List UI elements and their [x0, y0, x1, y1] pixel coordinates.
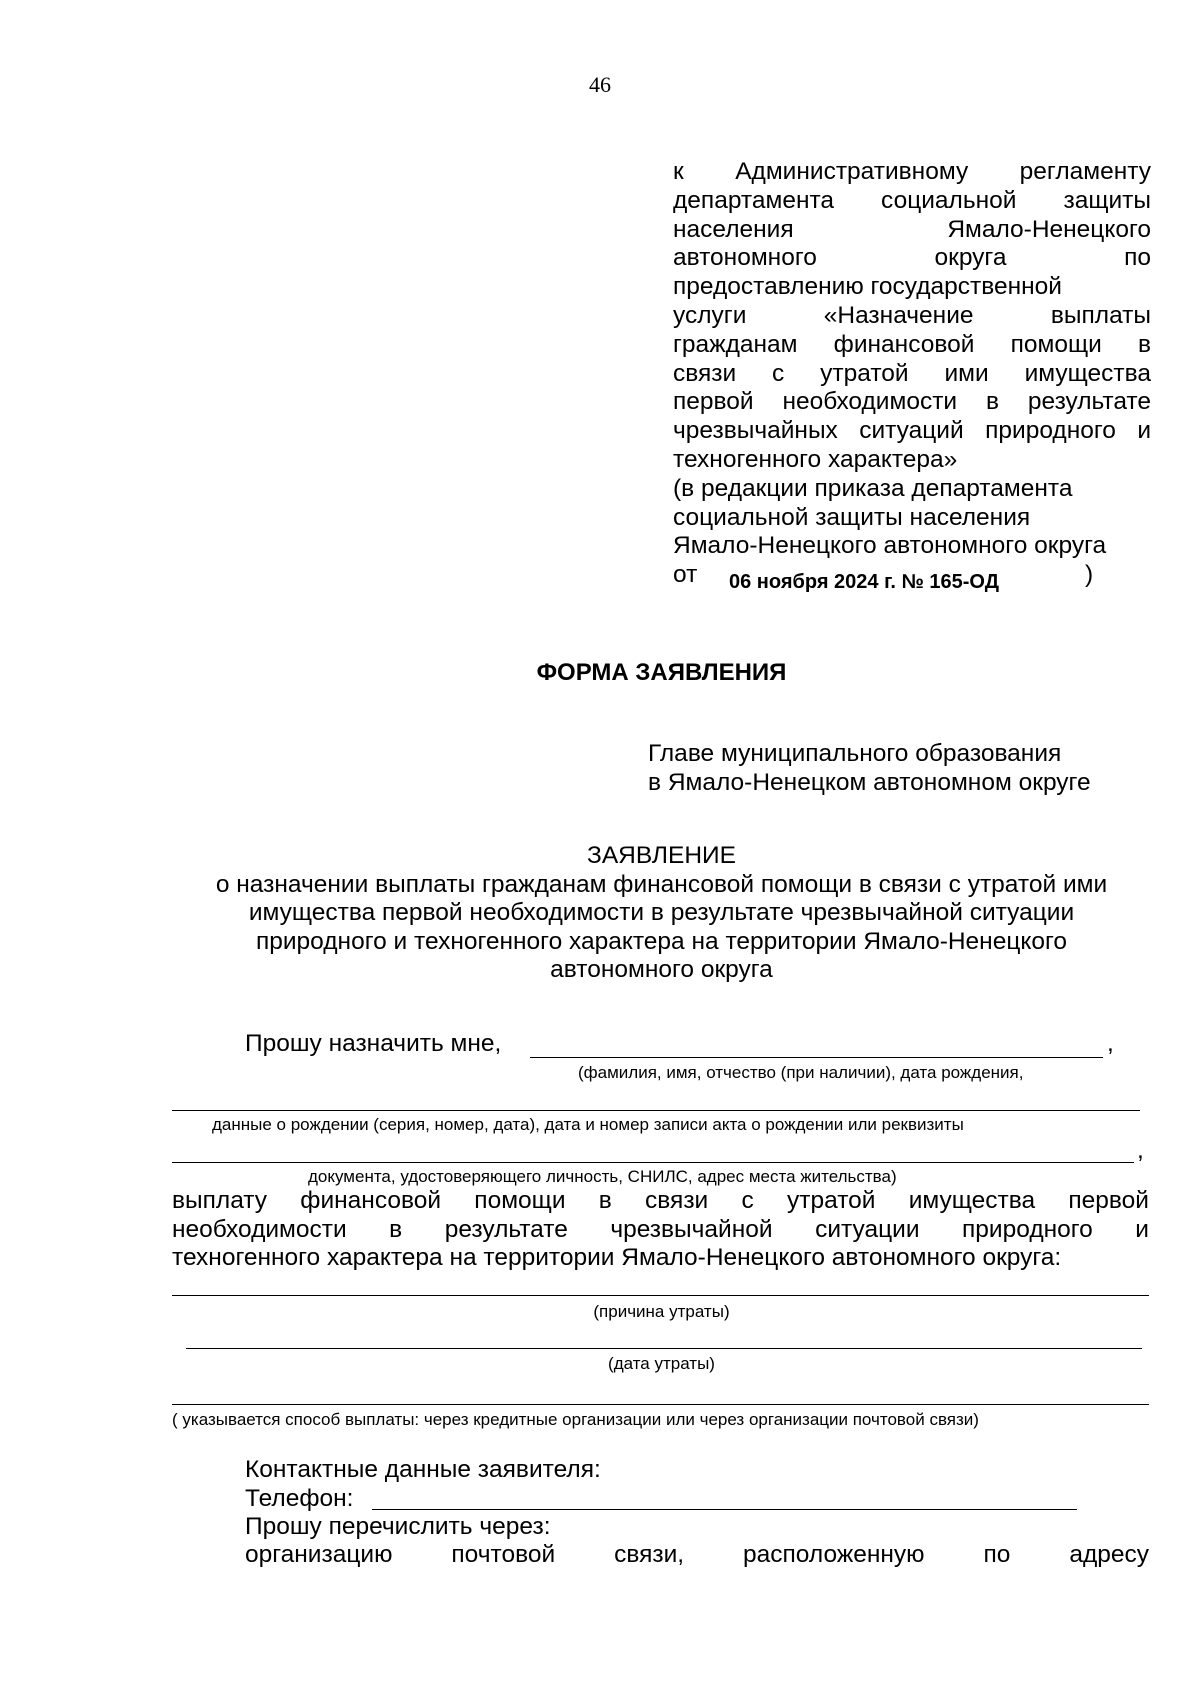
- loss-reason-field-line[interactable]: [172, 1295, 1149, 1296]
- addressee-line: Главе муниципального образования: [648, 740, 1062, 767]
- request-comma-2: ,: [1137, 1137, 1144, 1164]
- payment-text-line: необходимости в результате чрезвычайной ситуации природного и: [172, 1215, 1149, 1243]
- document-field-line[interactable]: [172, 1162, 1134, 1163]
- application-subtitle-line: о назначении выплаты гражданам финансовой помощи в связи с утратой ими: [215, 870, 1108, 898]
- annex-block: [673, 158, 1151, 595]
- application-title: ЗАЯВЛЕНИЕ: [587, 842, 736, 869]
- annex-line: гражданам финансовой помощи в: [673, 330, 1151, 358]
- phone-label: Телефон:: [245, 1484, 354, 1512]
- annex-line: департамента социальной защиты: [673, 186, 1151, 214]
- edition-line: социальной защиты населения: [673, 503, 1031, 531]
- edition-from-value: 06 ноября 2024 г. № 165-ОД: [729, 571, 999, 594]
- annex-line: техногенного характера»: [673, 445, 958, 473]
- loss-date-hint: (дата утраты): [608, 1354, 715, 1373]
- payment-method-hint: ( указывается способ выплаты: через кредитные организации или через организации почтовой связи): [172, 1410, 979, 1429]
- loss-reason-hint: (причина утраты): [593, 1302, 730, 1321]
- edition-from-prefix: от: [673, 561, 698, 589]
- payment-text: [172, 1187, 1149, 1273]
- birth-data-field-line[interactable]: [172, 1110, 1140, 1111]
- contacts-block: [245, 1456, 601, 1542]
- payment-text-line: выплату финансовой помощи в связи с утратой имущества первой: [172, 1187, 1149, 1214]
- edition-line: (в редакции приказа департамента: [673, 474, 1073, 502]
- payment-text-line: техногенного характера на территории Ямало-Ненецкого автономного округа:: [172, 1244, 1062, 1271]
- edition-from-suffix: ): [1085, 561, 1094, 589]
- request-comma: ,: [1107, 1030, 1114, 1057]
- phone-field-line[interactable]: [372, 1509, 1077, 1510]
- addressee-block: [648, 739, 1091, 797]
- payment-method-field-line[interactable]: [172, 1404, 1149, 1405]
- application-subtitle-line: автономного округа: [550, 956, 773, 983]
- birth-data-hint: данные о рождении (серия, номер, дата), дата и номер записи акта о рождении или реквизиты: [212, 1115, 964, 1134]
- form-title: ФОРМА ЗАЯВЛЕНИЯ: [536, 659, 787, 686]
- edition-from-row: [673, 561, 1151, 595]
- annex-line: автономного округа по: [673, 244, 1151, 272]
- addressee-line: в Ямало-Ненецком автономном округе: [648, 769, 1091, 796]
- annex-line: к Административному регламенту: [673, 158, 1151, 185]
- edition-line: Ямало-Ненецкого автономного округа: [673, 532, 1107, 560]
- application-subtitle-line: природного и техногенного характера на территории Ямало-Ненецкого: [255, 927, 1068, 955]
- page-number: 46: [589, 72, 611, 97]
- annex-line: предоставлению государственной: [673, 273, 1062, 301]
- annex-line: населения Ямало-Ненецкого: [673, 215, 1151, 243]
- document-hint: документа, удостоверяющего личность, СНИЛС, адрес места жительства): [308, 1167, 897, 1186]
- loss-date-field-line[interactable]: [186, 1348, 1142, 1349]
- request-lead: Прошу назначить мне,: [245, 1030, 502, 1057]
- contacts-heading: Контактные данные заявителя:: [245, 1456, 601, 1483]
- annex-line: чрезвычайных ситуаций природного и: [673, 417, 1151, 445]
- application-title-block: [0, 842, 1200, 985]
- annex-line: первой необходимости в результате: [673, 388, 1151, 416]
- postal-organization-line: организацию почтовой связи, расположенную по адресу: [245, 1541, 1149, 1568]
- annex-line: услуги «Назначение выплаты: [673, 301, 1151, 329]
- fullname-hint: (фамилия, имя, отчество (при наличии), дата рождения,: [578, 1063, 1024, 1082]
- fullname-field-line[interactable]: [530, 1057, 1103, 1058]
- annex-line: связи с утратой ими имущества: [673, 359, 1151, 387]
- application-subtitle-line: имущества первой необходимости в результате чрезвычайной ситуации: [248, 899, 1075, 926]
- transfer-label: Прошу перечислить через:: [245, 1513, 551, 1540]
